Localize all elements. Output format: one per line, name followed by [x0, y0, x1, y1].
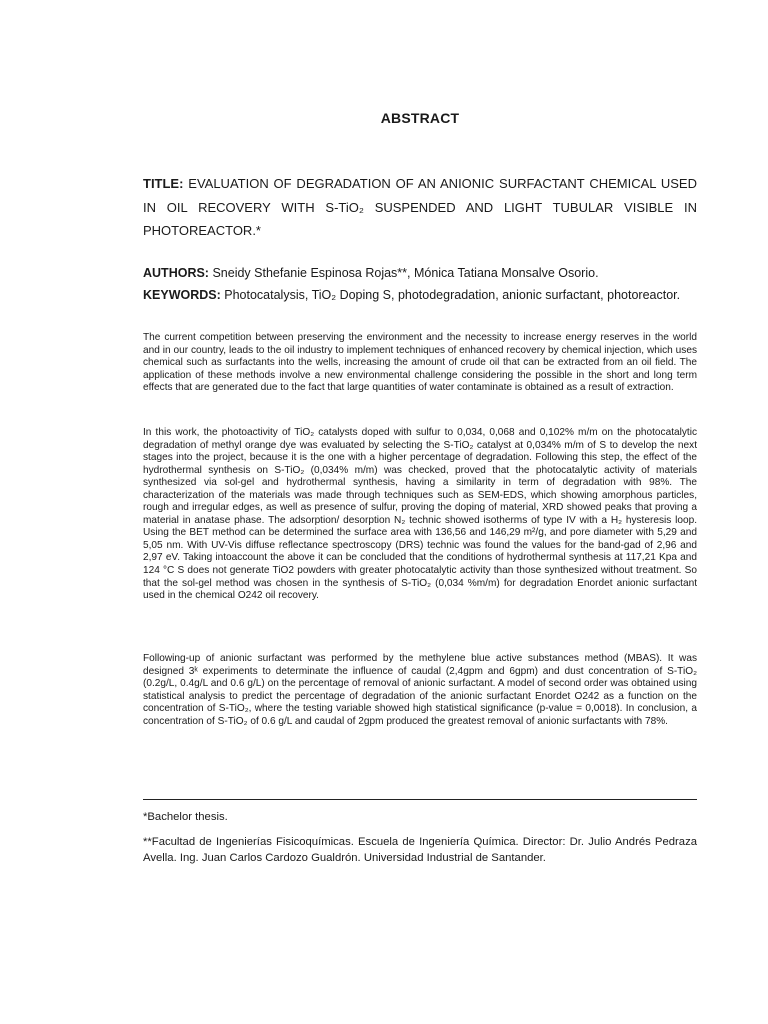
keywords-label: KEYWORDS: — [143, 288, 221, 302]
footnote-divider — [143, 799, 697, 800]
keywords-line — [143, 286, 697, 304]
footnote-1: *Bachelor thesis. — [143, 811, 228, 823]
authors-text: Sneidy Sthefanie Espinosa Rojas**, Mónica Tatiana Monsalve Osorio. — [212, 266, 599, 280]
footnote-2: **Facultad de Ingenierías Fisicoquímicas. Escuela de Ingeniería Química. Director: Dr. Julio Andrés Pedraza Avella. Ing. Juan Carlos Cardozo Gualdrón. Universidad Industrial de Santander. — [143, 836, 697, 864]
abstract-paragraph-2: In this work, the photoactivity of TiO₂ catalysts doped with sulfur to 0,034, 0,068 and 0,102% m/m on the photocatalytic degradation of methyl orange dye was evaluated by selecting the S-TiO₂ catalyst at 0,034% m/m of S to develop the next stages into the project, because it is the one with a higher percentage of degradation. Following this step, the effect of the hydrothermal synthesis on S-TiO₂ (0,034% m/m) was checked, proved that the photocatalytic activity of materials synthesized via sol-gel and hydrothermal synthesis, having a similarity in term of degradation with 98%. The characterization of the materials was made through techniques such as SEM-EDS, which showing amorphous particles, rough and irregular edges, as well as presence of sulfur, proving the doping of material, XRD showed peaks that proving a material in anatase phase. The adsorption/ desorption N₂ technic showed isotherms of type IV with a H₂ hysteresis loop. Using the BET method can be determined the surface area with 136,56 and 146,29 m²/g, and pore diameter with 5,29 and 5,05 nm. With UV-Vis diffuse reflectance spectroscopy (DRS) technic was found the values for the band-gad of 2,96 and 2,97 eV. Taking intoaccount the above it can be concluded that the conditions of hydrothermal synthesis at 117,21 Kpa and 124 °C S does not generate TiO2 powders with greater photocatalytic activity than those synthesized without treatment. So that the sol-gel method was chosen in the synthesis of S-TiO₂ (0,034 %m/m) for degradation Enordet anionic surfactant used in the chemical O242 oil recovery. — [143, 427, 697, 602]
thesis-title — [143, 172, 697, 243]
authors-line — [143, 264, 697, 282]
abstract-paragraph-1: The current competition between preserving the environment and the necessity to increase energy reserves in the world and in our country, leads to the oil industry to implement techniques of enhanced recovery by chemical injection, which uses chemical such as surfactants into the wells, increasing the amount of crude oil that can be extracted from an oil field. The application of these methods involve a new environmental challenge considering the possible in the short and long term effects that are generated due to the fact that large quantities of water contaminate is obtained as a result of extraction. — [143, 332, 697, 394]
abstract-paragraph-3: Following-up of anionic surfactant was performed by the methylene blue active substances method (MBAS). It was designed 3ᵏ experiments to determinate the influence of caudal (2,4gpm and 6gpm) and dust concentration of S-TiO₂ (0.2g/L, 0.4g/L and 0.6 g/L) on the percentage of removal of anionic surfactant. A model of second order was obtained using statistical analysis to predict the percentage of degradation of the anionic surfactant Enordet O242 as a function on the concentration of S-TiO₂, where the testing variable showed high statistical significance (p-value = 0,0018). In conclusion, a concentration of S-TiO₂ of 0.6 g/L and caudal of 2gpm produced the greatest removal of anionic surfactants with 78%. — [143, 653, 697, 727]
page-heading: ABSTRACT — [380, 110, 460, 126]
title-text: EVALUATION OF DEGRADATION OF AN ANIONIC SURFACTANT CHEMICAL USED IN OIL RECOVERY WITH S-TiO₂ SUSPENDED AND LIGHT TUBULAR VISIBLE IN PHOTOREACTOR.* — [143, 176, 697, 238]
keywords-text: Photocatalysis, TiO₂ Doping S, photodegradation, anionic surfactant, photoreactor. — [224, 288, 681, 302]
title-label: TITLE: — [143, 176, 184, 191]
authors-label: AUTHORS: — [143, 266, 209, 280]
